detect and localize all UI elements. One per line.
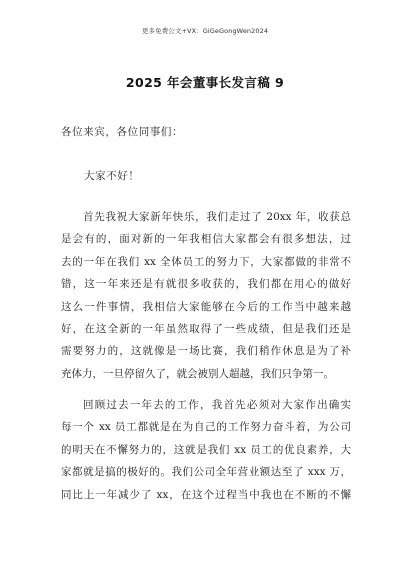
document-title: 2025 年会董事长发言稿 9	[125, 75, 285, 90]
paragraph-line: 是会有的，面对新的一年我相信大家都会有很多想法，过	[61, 233, 351, 246]
paragraph-line: 这么一件事情，我相信大家能够在今后的工作当中越来越	[61, 300, 351, 313]
paragraph-line: 的明天在不懈努力的，这就是我们 xx 员工的优良素养，大	[61, 443, 351, 456]
paragraph-line: 需要努力的，这就像是一场比赛，我们稍作休息是为了补	[61, 345, 351, 358]
paragraph-line: 回顾过去一年去的工作，我首先必须对大家作出确实	[83, 399, 351, 411]
salutation: 各位来宾，各位同事们：	[61, 126, 184, 138]
paragraph-line: 错，这一年来还是有就很多收获的，我们都在用心的做好	[61, 278, 351, 291]
page-header-note: 更多免费公文+VX：GiGeGongWen2024	[141, 27, 269, 35]
paragraph-line: 首先我祝大家新年快乐，我们走过了 20xx 年，收获总	[83, 211, 351, 223]
paragraph-line: 家都就是搞的极好的。我们公司全年营业额达至了 xxx 万，	[61, 466, 351, 479]
paragraph-line: 去的一年在我们 xx 全体员工的努力下，大家都做的非常不	[61, 255, 351, 268]
paragraph-1	[61, 206, 351, 385]
paragraph-line: 同比上一年减少了 xx，在这个过程当中我也在不断的不懈	[61, 488, 351, 501]
paragraph-line: 充体力，一旦停留久了，就会被别人超越，我们只争第一。	[61, 367, 334, 380]
greeting: 大家不好！	[84, 170, 140, 182]
paragraph-2	[61, 394, 351, 506]
paragraph-line: 好，在这全新的一年虽然取得了一些成绩，但是我们还是	[61, 322, 351, 335]
paragraph-line: 每一个 xx 员工都就是在为自己的工作努力奋斗着，为公司	[61, 421, 351, 434]
